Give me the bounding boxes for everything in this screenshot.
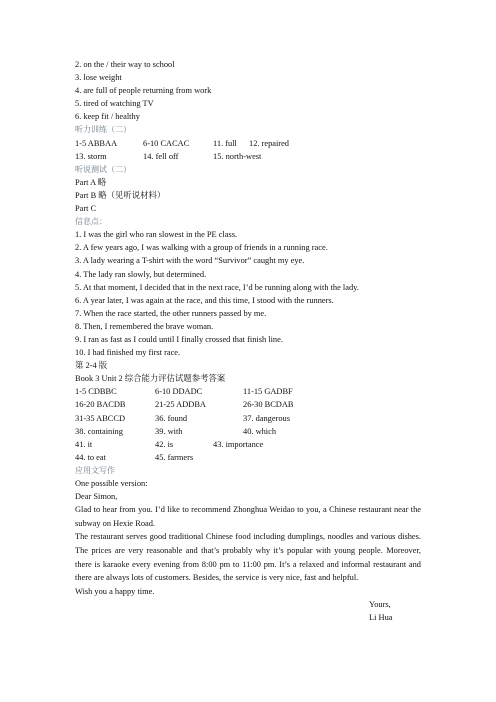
answer-cell: 40. which <box>243 426 277 436</box>
letter-paragraph: The restaurant serves good traditional Chinese food including dumplings, noodles and various dishes. The prices are very reasonable and that’s probably why it’s popular with young people. Moreover, there is karaoke every evening from 8:00 pm to 11:00 pm. It’s a relaxed and informal restaurant and there are always lots of customers. Besides, the service is very nice, fast and helpful. <box>75 532 421 583</box>
answer-key-content <box>75 58 421 624</box>
info-point: 4. The lady ran slowly, but determined. <box>75 269 207 279</box>
answer-cell: 36. found <box>155 413 188 423</box>
answer-cell: 38. containing <box>75 426 123 436</box>
answer-line: 3. lose weight <box>75 73 122 83</box>
info-point: 8. Then, I remembered the brave woman. <box>75 321 214 331</box>
answer-cell: 6-10 CACAC <box>143 138 190 148</box>
listening-heading: 听力训练（二） <box>75 125 131 135</box>
answer-line: 4. are full of people returning from work <box>75 86 212 96</box>
answer-row <box>75 425 421 438</box>
info-point: 10. I had finished my first race. <box>75 348 181 358</box>
answer-line: 2. on the / their way to school <box>75 60 175 69</box>
answer-cell: 6-10 DDADC <box>155 387 203 397</box>
answer-cell: 11-15 GADBF <box>243 387 293 397</box>
info-point: 2. A few years ago, I was walking with a group of friends in a running race. <box>75 243 328 253</box>
answer-row <box>75 398 421 411</box>
answer-row <box>75 451 421 464</box>
answer-cell: 39. with <box>155 426 183 436</box>
answer-cell: 42. is <box>155 439 174 449</box>
part-b: Part B 略（见听说材料） <box>75 190 166 200</box>
speaking-heading: 听说测试（二） <box>75 164 131 174</box>
answer-cell: 1-5 ABBAA <box>75 138 118 148</box>
answer-cell: 12. repaired <box>249 138 289 148</box>
info-heading: 信息点： <box>75 217 107 227</box>
info-point: 1. I was the girl who ran slowest in the PE class. <box>75 230 238 240</box>
listening-answers-row <box>75 150 421 163</box>
answer-cell: 1-5 CDBBC <box>75 387 117 397</box>
answer-cell: 13. storm <box>75 151 107 161</box>
info-point: 3. A lady wearing a T-shirt with the word “Survivor” caught my eye. <box>75 256 305 266</box>
letter-signature: Li Hua <box>369 612 393 622</box>
answer-cell: 41. it <box>75 439 93 449</box>
answer-cell: 43. importance <box>213 439 264 449</box>
answer-cell: 37. dangerous <box>243 413 290 423</box>
answer-cell: 21-25 ADDBA <box>155 400 206 410</box>
answer-cell: 15. north-west <box>213 151 262 161</box>
part-c: Part C <box>75 204 97 214</box>
answer-cell: 44. to eat <box>75 452 106 462</box>
answer-line: 6. keep fit / healthy <box>75 112 140 122</box>
answer-row <box>75 438 421 451</box>
answer-row <box>75 412 421 425</box>
letter-paragraph: Glad to hear from you. I’d like to recommend Zhonghua Weidao to you, a Chinese restaurant near the subway on Hexie Road. <box>75 505 421 528</box>
writing-heading: 应用文写作 <box>75 465 115 475</box>
info-point: 6. A year later, I was again at the race, and this time, I stood with the runners. <box>75 295 334 305</box>
answer-line: 5. tired of watching TV <box>75 99 154 109</box>
answer-cell: 16-20 BACDB <box>75 400 126 410</box>
answer-cell: 26-30 BCDAB <box>243 400 294 410</box>
info-point: 5. At that moment, I decided that in the next race, I’d be running along with the lady. <box>75 282 359 292</box>
info-point: 9. I ran as fast as I could until I finally crossed that finish line. <box>75 334 283 344</box>
answer-cell: 11. full <box>213 138 237 148</box>
listening-answers-row <box>75 137 421 150</box>
answer-row <box>75 385 421 398</box>
edition-label: 第 2-4 版 <box>75 361 108 371</box>
test-title: Book 3 Unit 2 综合能力评估试题参考答案 <box>75 374 226 384</box>
letter-greeting: Dear Simon, <box>75 492 118 502</box>
letter-sign-off: Yours, <box>369 599 391 609</box>
possible-version-label: One possible version: <box>75 479 148 488</box>
info-point: 7. When the race started, the other runners passed by me. <box>75 308 267 318</box>
answer-cell: 14. fell off <box>143 151 179 161</box>
part-a: Part A 略 <box>75 177 107 187</box>
answer-cell: 45. farmers <box>155 452 194 462</box>
letter-closing-wish: Wish you a happy time. <box>75 586 155 596</box>
answer-cell: 31-35 ABCCD <box>75 413 126 423</box>
